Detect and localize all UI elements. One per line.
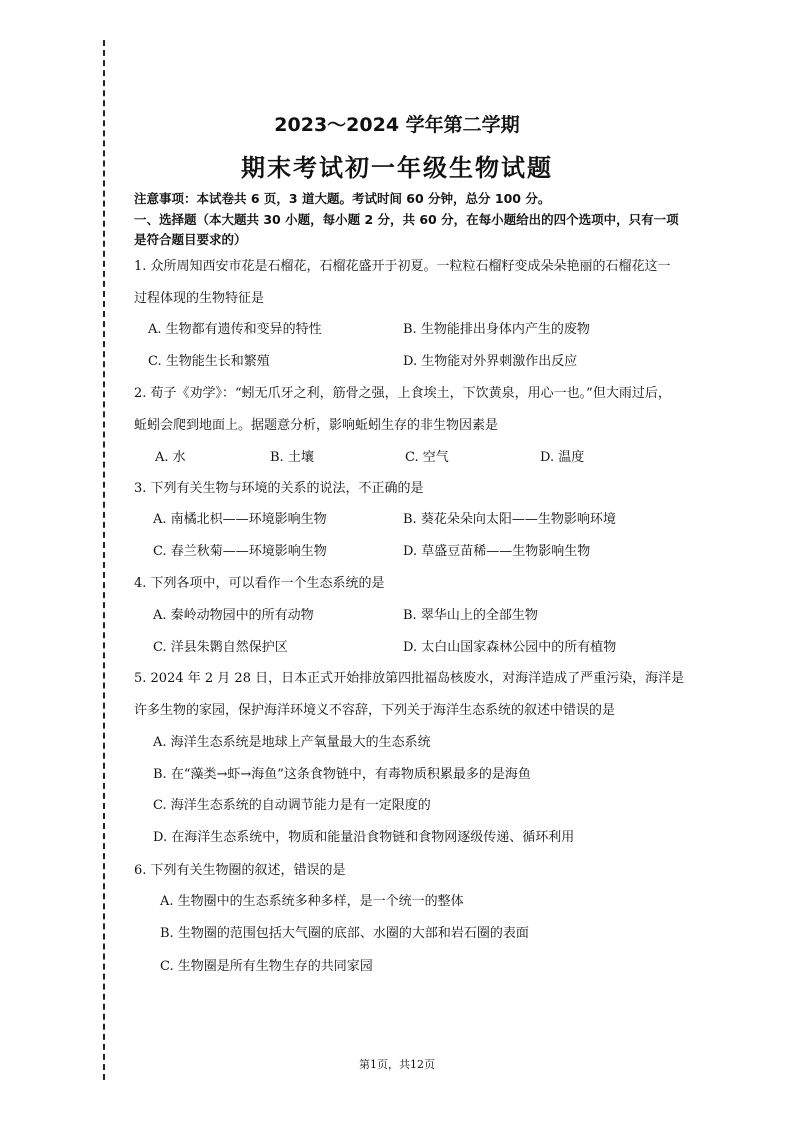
question-5-option-a: A. 海洋生态系统是地球上产氧量最大的生态系统 xyxy=(153,735,431,750)
question-2-line1: 2. 荀子《劝学》：“蚓无爪牙之利，筋骨之强，上食埃土，下饮黄泉，用心一也。”但大雨过后， xyxy=(134,386,671,401)
exam-notice: 注意事项：本试卷共 6 页，3 道大题。考试时间 60 分钟，总分 100 分。 xyxy=(134,191,551,206)
exam-main-title: 期末考试初一年级生物试题 xyxy=(241,154,553,182)
question-4-option-c: C. 洋县朱鹮自然保护区 xyxy=(153,640,288,655)
section-heading-line2: 是符合题目要求的） xyxy=(134,232,247,247)
question-1-option-b: B. 生物能排出身体内产生的废物 xyxy=(403,322,590,337)
question-2-option-d: D. 温度 xyxy=(540,450,585,465)
question-1-option-c: C. 生物能生长和繁殖 xyxy=(148,354,270,369)
question-4-option-d: D. 太白山国家森林公园中的所有植物 xyxy=(403,640,617,655)
question-2-option-c: C. 空气 xyxy=(405,450,449,465)
section-heading-line1: 一、选择题（本大题共 30 小题，每小题 2 分，共 60 分，在每小题给出的四个选项中，只有一项 xyxy=(134,212,679,227)
question-1-line1: 1. 众所周知西安市花是石榴花，石榴花盛开于初夏。一粒粒石榴籽变成朵朵艳丽的石榴花这一 xyxy=(134,259,671,274)
question-3-option-c: C. 春兰秋菊——环境影响生物 xyxy=(153,544,327,559)
question-5-line1: 5. 2024 年 2 月 28 日，日本正式开始排放第四批福岛核废水，对海洋造成了严重污染，海洋是 xyxy=(134,671,685,686)
question-4-line1: 4. 下列各项中，可以看作一个生态系统的是 xyxy=(134,576,385,591)
question-5-line2: 许多生物的家园，保护海洋环境义不容辞，下列关于海洋生态系统的叙述中错误的是 xyxy=(134,703,616,718)
question-5-option-c: C. 海洋生态系统的自动调节能力是有一定限度的 xyxy=(153,798,431,813)
question-2-option-a: A. 水 xyxy=(155,450,186,465)
question-2-line2: 蚯蚓会爬到地面上。据题意分析，影响蚯蚓生存的非生物因素是 xyxy=(134,418,499,433)
question-6-option-b: B. 生物圈的范围包括大气圈的底部、水圈的大部和岩石圈的表面 xyxy=(160,926,529,941)
question-4-option-b: B. 翠华山上的全部生物 xyxy=(403,608,538,623)
question-4-option-a: A. 秦岭动物园中的所有动物 xyxy=(153,608,314,623)
exam-term-title: 2023～2024 学年第二学期 xyxy=(274,114,520,136)
page-number-footer: 第1页，共12页 xyxy=(359,1058,435,1071)
question-1-line2: 过程体现的生物特征是 xyxy=(134,291,265,306)
question-6-option-a: A. 生物圈中的生态系统多种多样，是一个统一的整体 xyxy=(160,894,464,909)
question-6-line1: 6. 下列有关生物圈的叙述，错误的是 xyxy=(134,863,346,878)
section-heading xyxy=(134,210,714,250)
question-1-option-d: D. 生物能对外界刺激作出反应 xyxy=(403,354,578,369)
question-1-option-a: A. 生物都有遗传和变异的特性 xyxy=(148,322,322,337)
question-3-option-a: A. 南橘北枳——环境影响生物 xyxy=(153,512,327,527)
question-2-option-b: B. 土壤 xyxy=(270,450,314,465)
question-6-option-c: C. 生物圈是所有生物生存的共同家园 xyxy=(160,959,373,974)
question-3-option-d: D. 草盛豆苗稀——生物影响生物 xyxy=(403,544,591,559)
question-3-line1: 3. 下列有关生物与环境的关系的说法，不正确的是 xyxy=(134,481,424,496)
question-5-option-b: B. 在“藻类→虾→海鱼”这条食物链中，有毒物质积累最多的是海鱼 xyxy=(153,767,531,782)
question-5-option-d: D. 在海洋生态系统中，物质和能量沿食物链和食物网逐级传递、循环利用 xyxy=(153,830,575,845)
question-3-option-b: B. 葵花朵朵向太阳——生物影响环境 xyxy=(403,512,616,527)
